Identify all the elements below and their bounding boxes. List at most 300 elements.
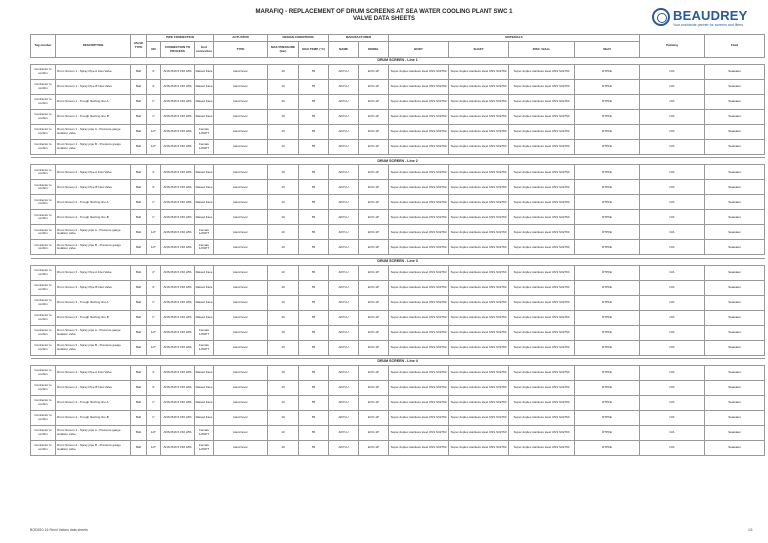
table-cell: 4" (147, 80, 161, 95)
table-cell: 1/2" (147, 340, 161, 355)
table-cell: Ball (131, 340, 147, 355)
table-cell: N/A (640, 340, 705, 355)
table-cell: Super duplex stainless steel UNS S32760 (449, 265, 509, 280)
table-cell: N/A (640, 440, 705, 455)
table-cell: Hand lever (214, 65, 268, 80)
table-cell: EVO-1P (359, 395, 389, 410)
table-row (31, 210, 765, 225)
table-cell: N/A (640, 325, 705, 340)
section-title: DRUM SCREEN - Line 3 (31, 258, 765, 265)
table-cell: Seawater (705, 110, 765, 125)
table-cell: Contractor to confirm (31, 325, 56, 340)
table-cell: 4" (147, 180, 161, 195)
table-cell: Contractor to confirm (31, 265, 56, 280)
table-row (31, 310, 765, 325)
table-cell: 1" (147, 410, 161, 425)
table-cell: Drum Screen 3 - Spray Pipe A Inlet Valve (56, 265, 131, 280)
table-cell: Seawater (705, 265, 765, 280)
table-cell: Seawater (705, 240, 765, 255)
table-cell: Hand lever (214, 410, 268, 425)
table-cell: Hand lever (214, 80, 268, 95)
table-cell: RTPFE (575, 310, 640, 325)
table-cell: Super duplex stainless steel UNS S32760 (509, 295, 575, 310)
table-cell: EVO-1P (359, 165, 389, 180)
table-row (31, 340, 765, 355)
table-cell: Super duplex stainless steel UNS S32760 (389, 265, 449, 280)
table-cell: N/A (640, 410, 705, 425)
section-title-row (31, 358, 765, 365)
table-row (31, 95, 765, 110)
table-cell: 1/2" (147, 125, 161, 140)
table-cell: 10 (268, 380, 299, 395)
table-cell: Super duplex stainless steel UNS S32760 (389, 65, 449, 80)
table-cell: 4" (147, 265, 161, 280)
table-cell: 10 (268, 125, 299, 140)
table-cell: Contractor to confirm (31, 125, 56, 140)
table-cell: 10 (268, 210, 299, 225)
table-cell: Seawater (705, 410, 765, 425)
table-cell: Ball (131, 140, 147, 155)
table-cell: Super duplex stainless steel UNS S32760 (449, 225, 509, 240)
table-cell: Contractor to confirm (31, 280, 56, 295)
table-cell: Super duplex stainless steel UNS S32760 (449, 80, 509, 95)
table-cell: Ball (131, 195, 147, 210)
table-cell: ARYLU (329, 125, 359, 140)
table-cell: Contractor to confirm (31, 395, 56, 410)
table-cell: ANSI B16.5 150 LBS (161, 240, 195, 255)
table-cell: Raised Face (195, 265, 214, 280)
table-cell: Ball (131, 325, 147, 340)
table-cell: Super duplex stainless steel UNS S32760 (509, 380, 575, 395)
table-cell: 55 (299, 395, 329, 410)
table-cell: EVO-1P (359, 365, 389, 380)
table-cell: N/A (640, 80, 705, 95)
table-cell: EVO-1P (359, 140, 389, 155)
table-cell: 55 (299, 140, 329, 155)
table-cell: ARYLU (329, 440, 359, 455)
table-cell: Raised Face (195, 410, 214, 425)
table-row (31, 165, 765, 180)
table-cell: ARYLU (329, 110, 359, 125)
table-cell: Seawater (705, 365, 765, 380)
table-cell: 10 (268, 280, 299, 295)
table-cell: Super duplex stainless steel UNS S32760 (449, 395, 509, 410)
table-row (31, 65, 765, 80)
table-cell: ARYLU (329, 340, 359, 355)
table-cell: 55 (299, 80, 329, 95)
table-cell: Hand lever (214, 280, 268, 295)
table-cell: Seawater (705, 295, 765, 310)
table-cell: Super duplex stainless steel UNS S32760 (389, 395, 449, 410)
table-cell: EVO-1P (359, 65, 389, 80)
table-cell: 4" (147, 165, 161, 180)
table-cell: Seawater (705, 310, 765, 325)
table-cell: Drum Screen 1 - Trough flushing line A (56, 95, 131, 110)
table-cell: 55 (299, 265, 329, 280)
table-row (31, 110, 765, 125)
table-cell: ARYLU (329, 165, 359, 180)
table-cell: ANSI B16.5 150 LBS (161, 410, 195, 425)
table-cell: Ball (131, 240, 147, 255)
table-cell: Hand lever (214, 310, 268, 325)
table-cell: Ball (131, 80, 147, 95)
table-cell: Hand lever (214, 95, 268, 110)
table-cell: Female 1/2NPT (195, 325, 214, 340)
table-cell: Contractor to confirm (31, 140, 56, 155)
table-cell: Super duplex stainless steel UNS S32760 (389, 325, 449, 340)
table-cell: ARYLU (329, 140, 359, 155)
table-cell: RTPFE (575, 140, 640, 155)
table-cell: Contractor to confirm (31, 410, 56, 425)
table-cell: Contractor to confirm (31, 380, 56, 395)
valve-data-table (30, 34, 765, 456)
table-cell: Super duplex stainless steel UNS S32760 (389, 110, 449, 125)
table-cell: Raised Face (195, 380, 214, 395)
table-cell: 10 (268, 425, 299, 440)
table-cell: N/A (640, 310, 705, 325)
table-cell: 55 (299, 65, 329, 80)
table-cell: RTPFE (575, 225, 640, 240)
table-cell: N/A (640, 210, 705, 225)
table-cell: Drum Screen 3 - Spray Pipe B Inlet Valve (56, 280, 131, 295)
table-cell: Female 1/2NPT (195, 140, 214, 155)
table-cell: 1" (147, 110, 161, 125)
header-fluid: Fluid (705, 35, 765, 58)
table-cell: Super duplex stainless steel UNS S32760 (389, 240, 449, 255)
table-row (31, 395, 765, 410)
table-row (31, 195, 765, 210)
table-cell: Super duplex stainless steel UNS S32760 (509, 140, 575, 155)
table-cell: Super duplex stainless steel UNS S32760 (449, 140, 509, 155)
table-cell: ANSI B16.5 150 LBS (161, 440, 195, 455)
document-subtitle: VALVE DATA SHEETS (352, 16, 415, 22)
table-cell: Female 1/2NPT (195, 125, 214, 140)
table-cell: Contractor to confirm (31, 80, 56, 95)
table-cell: Hand lever (214, 340, 268, 355)
table-cell: Super duplex stainless steel UNS S32760 (509, 240, 575, 255)
table-cell: RTPFE (575, 380, 640, 395)
table-cell: EVO-1P (359, 310, 389, 325)
table-cell: Super duplex stainless steel UNS S32760 (389, 210, 449, 225)
table-cell: Super duplex stainless steel UNS S32760 (449, 65, 509, 80)
table-cell: Ball (131, 280, 147, 295)
table-cell: 10 (268, 165, 299, 180)
table-cell: 55 (299, 380, 329, 395)
table-cell: Seawater (705, 65, 765, 80)
footer-document-name: BOD810-16 Revd Valves data sheets (30, 528, 88, 532)
table-cell: Ball (131, 295, 147, 310)
table-cell: 1" (147, 295, 161, 310)
table-cell: Drum Screen 4 - Spray pipe B - Pressure gauge isolation valve (56, 440, 131, 455)
table-cell: RTPFE (575, 195, 640, 210)
table-cell: Ball (131, 210, 147, 225)
header-body: BODY (389, 42, 449, 58)
table-cell: EVO-1P (359, 110, 389, 125)
table-cell: 4" (147, 280, 161, 295)
table-cell: Contractor to confirm (31, 440, 56, 455)
table-cell: 55 (299, 340, 329, 355)
table-cell: Super duplex stainless steel UNS S32760 (449, 340, 509, 355)
table-cell: ARYLU (329, 325, 359, 340)
table-cell: Super duplex stainless steel UNS S32760 (509, 125, 575, 140)
header-max-temp: MAX TEMP. (°C) (299, 42, 329, 58)
table-cell: ANSI B16.5 150 LBS (161, 425, 195, 440)
table-cell: ARYLU (329, 380, 359, 395)
table-cell: Super duplex stainless steel UNS S32760 (389, 125, 449, 140)
table-cell: ARYLU (329, 265, 359, 280)
table-cell: ANSI B16.5 150 LBS (161, 295, 195, 310)
table-cell: Raised Face (195, 165, 214, 180)
table-cell: ARYLU (329, 425, 359, 440)
table-cell: N/A (640, 295, 705, 310)
table-cell: N/A (640, 280, 705, 295)
table-cell: ANSI B16.5 150 LBS (161, 365, 195, 380)
table-cell: ARYLU (329, 210, 359, 225)
table-cell: 1/2" (147, 425, 161, 440)
table-cell: 10 (268, 365, 299, 380)
table-cell: Contractor to confirm (31, 95, 56, 110)
table-cell: ARYLU (329, 65, 359, 80)
table-cell: EVO-1P (359, 340, 389, 355)
header-description: DESCRIPTION (56, 35, 131, 58)
table-cell: Seawater (705, 395, 765, 410)
table-row (31, 440, 765, 455)
beaudrey-logo-icon (652, 8, 670, 26)
table-cell: Super duplex stainless steel UNS S32760 (449, 380, 509, 395)
table-cell: Super duplex stainless steel UNS S32760 (509, 265, 575, 280)
table-cell: Super duplex stainless steel UNS S32760 (389, 165, 449, 180)
table-cell: Drum Screen 3 - Spray pipe A - Pressure gauge isolation valve (56, 325, 131, 340)
table-cell: Seawater (705, 440, 765, 455)
table-cell: 10 (268, 325, 299, 340)
table-cell: 55 (299, 180, 329, 195)
table-cell: RTPFE (575, 265, 640, 280)
table-cell: EVO-1P (359, 380, 389, 395)
table-row (31, 380, 765, 395)
table-cell: Super duplex stainless steel UNS S32760 (389, 310, 449, 325)
table-cell: Seawater (705, 140, 765, 155)
footer-page-number: 1/1 (748, 528, 753, 532)
table-cell: Female 1/2NPT (195, 425, 214, 440)
table-cell: 1" (147, 195, 161, 210)
table-cell: Drum Screen 1 - Spray pipe A - Pressure gauge isolation valve (56, 125, 131, 140)
section-title-row (31, 58, 765, 65)
table-cell: 10 (268, 95, 299, 110)
table-cell: Hand lever (214, 140, 268, 155)
table-cell: Raised Face (195, 210, 214, 225)
table-cell: 55 (299, 280, 329, 295)
table-cell: RTPFE (575, 165, 640, 180)
table-cell: Seawater (705, 380, 765, 395)
table-cell: RTPFE (575, 295, 640, 310)
table-cell: ANSI B16.5 150 LBS (161, 140, 195, 155)
table-cell: Ball (131, 440, 147, 455)
table-cell: Ball (131, 365, 147, 380)
table-cell: ARYLU (329, 295, 359, 310)
table-cell: 10 (268, 195, 299, 210)
table-cell: Hand lever (214, 195, 268, 210)
table-cell: Super duplex stainless steel UNS S32760 (509, 365, 575, 380)
table-cell: Super duplex stainless steel UNS S32760 (449, 410, 509, 425)
table-cell: Drum Screen 1 - Spray Pipe B Inlet Valve (56, 80, 131, 95)
table-cell: Super duplex stainless steel UNS S32760 (509, 325, 575, 340)
table-cell: Seawater (705, 325, 765, 340)
table-cell: Super duplex stainless steel UNS S32760 (509, 95, 575, 110)
table-cell: ANSI B16.5 150 LBS (161, 325, 195, 340)
header-actuator: ACTUATOR (214, 35, 268, 42)
table-cell: Ball (131, 425, 147, 440)
table-row (31, 265, 765, 280)
table-cell: 10 (268, 225, 299, 240)
table-cell: Super duplex stainless steel UNS S32760 (509, 440, 575, 455)
table-cell: Drum Screen 1 - Spray Pipe A Inlet Valve (56, 65, 131, 80)
table-cell: Drum Screen 4 - Spray Pipe A Inlet Valve (56, 365, 131, 380)
table-cell: Hand lever (214, 165, 268, 180)
table-cell: Ball (131, 110, 147, 125)
table-cell: Super duplex stainless steel UNS S32760 (449, 240, 509, 255)
table-cell: Drum Screen 2 - Spray pipe A - Pressure gauge isolation valve (56, 225, 131, 240)
table-cell: 1" (147, 395, 161, 410)
table-cell: Super duplex stainless steel UNS S32760 (449, 295, 509, 310)
table-cell: RTPFE (575, 325, 640, 340)
table-cell: Super duplex stainless steel UNS S32760 (389, 140, 449, 155)
table-cell: Ball (131, 310, 147, 325)
table-cell: Hand lever (214, 380, 268, 395)
table-cell: Hand lever (214, 180, 268, 195)
table-cell: N/A (640, 125, 705, 140)
table-cell: 55 (299, 410, 329, 425)
header-manufacturer: MANUFACTURER (329, 35, 389, 42)
table-cell: RTPFE (575, 95, 640, 110)
table-cell: Raised Face (195, 195, 214, 210)
table-cell: ARYLU (329, 280, 359, 295)
table-cell: N/A (640, 110, 705, 125)
table-cell: Super duplex stainless steel UNS S32760 (389, 280, 449, 295)
table-cell: 10 (268, 295, 299, 310)
table-cell: ARYLU (329, 195, 359, 210)
table-cell: ARYLU (329, 365, 359, 380)
table-cell: Contractor to confirm (31, 195, 56, 210)
table-cell: ANSI B16.5 150 LBS (161, 110, 195, 125)
header-model: MODEL (359, 42, 389, 58)
table-cell: 55 (299, 225, 329, 240)
table-cell: Hand lever (214, 395, 268, 410)
table-cell: ANSI B16.5 150 LBS (161, 395, 195, 410)
table-cell: 4" (147, 380, 161, 395)
table-cell: Super duplex stainless steel UNS S32760 (509, 410, 575, 425)
table-cell: Super duplex stainless steel UNS S32760 (449, 110, 509, 125)
table-row (31, 365, 765, 380)
header-name: NAME (329, 42, 359, 58)
header-end-connection: End connection (195, 42, 214, 58)
table-cell: EVO-1P (359, 225, 389, 240)
table-cell: 55 (299, 440, 329, 455)
table-cell: Drum Screen 4 - Spray pipe A - Pressure gauge isolation valve (56, 425, 131, 440)
table-cell: 10 (268, 180, 299, 195)
table-cell: ANSI B16.5 150 LBS (161, 225, 195, 240)
table-cell: Super duplex stainless steel UNS S32760 (509, 280, 575, 295)
table-cell: 10 (268, 440, 299, 455)
table-cell: Hand lever (214, 295, 268, 310)
table-cell: Seawater (705, 165, 765, 180)
table-cell: Hand lever (214, 110, 268, 125)
table-cell: 1/2" (147, 240, 161, 255)
document-title: MARAFIQ - REPLACEMENT OF DRUM SCREENS AT SEA WATER COOLING PLANT SWC 1 (255, 9, 513, 15)
table-cell: ANSI B16.5 150 LBS (161, 380, 195, 395)
table-cell: Female 1/2NPT (195, 240, 214, 255)
table-cell: ARYLU (329, 180, 359, 195)
table-cell: Super duplex stainless steel UNS S32760 (449, 125, 509, 140)
table-cell: EVO-1P (359, 80, 389, 95)
table-row (31, 180, 765, 195)
table-cell: Drum Screen 1 - Spray pipe B - Pressure gauge isolation valve (56, 140, 131, 155)
table-cell: Contractor to confirm (31, 180, 56, 195)
table-row (31, 140, 765, 155)
table-cell: N/A (640, 65, 705, 80)
logo-tagline: Your worldwide partner for screens and filters (673, 23, 744, 27)
table-cell: Contractor to confirm (31, 165, 56, 180)
table-cell: Seawater (705, 210, 765, 225)
table-cell: Raised Face (195, 65, 214, 80)
beaudrey-logo (652, 8, 762, 32)
table-cell: Hand lever (214, 210, 268, 225)
table-cell: RTPFE (575, 425, 640, 440)
table-cell: Seawater (705, 180, 765, 195)
table-cell: Drum Screen 2 - Trough flushing line B (56, 210, 131, 225)
table-cell: EVO-1P (359, 325, 389, 340)
table-cell: Raised Face (195, 95, 214, 110)
table-cell: 1" (147, 210, 161, 225)
table-cell: ARYLU (329, 395, 359, 410)
header-shaft: SHAFT (449, 42, 509, 58)
table-cell: ARYLU (329, 225, 359, 240)
table-cell: EVO-1P (359, 180, 389, 195)
table-row (31, 240, 765, 255)
table-row (31, 280, 765, 295)
table-cell: RTPFE (575, 240, 640, 255)
table-cell: Super duplex stainless steel UNS S32760 (389, 225, 449, 240)
table-cell: 55 (299, 240, 329, 255)
table-cell: Contractor to confirm (31, 110, 56, 125)
table-cell: ANSI B16.5 150 LBS (161, 180, 195, 195)
table-cell: Hand lever (214, 265, 268, 280)
table-cell: Super duplex stainless steel UNS S32760 (509, 80, 575, 95)
table-cell: Super duplex stainless steel UNS S32760 (509, 310, 575, 325)
table-cell: RTPFE (575, 125, 640, 140)
table-cell: Drum Screen 4 - Trough flushing line B (56, 410, 131, 425)
table-cell: Drum Screen 4 - Trough flushing line A (56, 395, 131, 410)
table-cell: 4" (147, 365, 161, 380)
table-cell: Ball (131, 265, 147, 280)
table-cell: Drum Screen 2 - Spray Pipe B Inlet Valve (56, 180, 131, 195)
table-cell: Seawater (705, 280, 765, 295)
table-cell: Seawater (705, 195, 765, 210)
table-cell: Ball (131, 410, 147, 425)
table-cell: Ball (131, 165, 147, 180)
table-cell: 1/2" (147, 140, 161, 155)
table-cell: 1/2" (147, 325, 161, 340)
table-cell: 55 (299, 425, 329, 440)
table-cell: ANSI B16.5 150 LBS (161, 280, 195, 295)
table-cell: Super duplex stainless steel UNS S32760 (389, 80, 449, 95)
table-cell: 10 (268, 395, 299, 410)
table-cell: Super duplex stainless steel UNS S32760 (509, 210, 575, 225)
table-cell: Hand lever (214, 225, 268, 240)
header-painting: Painting (640, 35, 705, 58)
table-cell: Super duplex stainless steel UNS S32760 (449, 325, 509, 340)
table-cell: 55 (299, 325, 329, 340)
table-row (31, 410, 765, 425)
